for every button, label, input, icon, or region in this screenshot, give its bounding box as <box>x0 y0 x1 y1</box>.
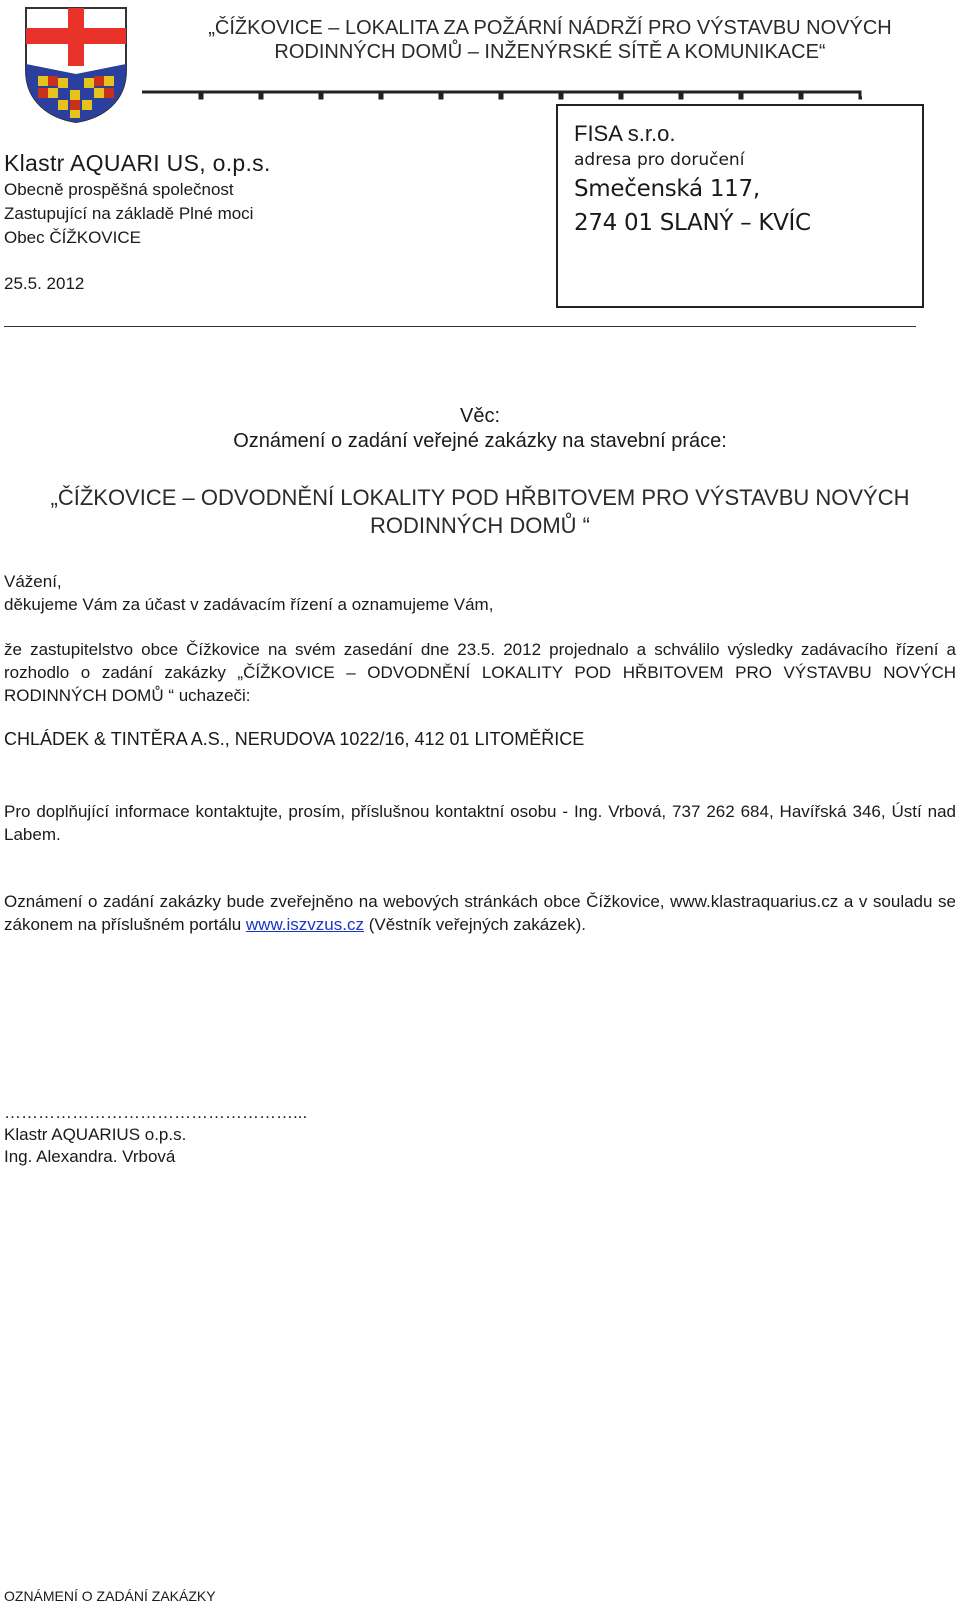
divider <box>4 326 916 327</box>
subject-project-line-1: „ČÍŽKOVICE – ODVODNĚNÍ LOKALITY POD HŘBITOVEM PRO VÝSTAVBU NOVÝCH <box>50 485 910 510</box>
project-title-line-1: „ČÍŽKOVICE – LOKALITA ZA POŽÁRNÍ NÁDRŽÍ PRO VÝSTAVBU NOVÝCH <box>208 17 892 39</box>
sender-line-1: Obecně prospěšná společnost <box>4 180 234 199</box>
signature-dots: ……………………………………………... <box>4 1103 308 1122</box>
project-title <box>200 16 900 64</box>
subject-project-line-2: RODINNÝCH DOMŮ “ <box>370 513 590 538</box>
municipal-coat-of-arms <box>24 6 128 124</box>
recipient-city: 274 01 SLANÝ – KVÍC <box>574 210 811 236</box>
publication-text-start: Oznámení o zadání zakázky bude zveřejněno na webových stránkách obce Čížkovice, www.klastraquarius.cz a v souladu se zákonem na příslušném portálu <box>4 892 956 934</box>
sender-block <box>4 148 271 250</box>
recipient-street: Smečenská 117, <box>574 176 760 202</box>
thanks-line: děkujeme Vám za účast v zadávacím řízení a oznamujeme Vám, <box>4 595 494 614</box>
sender-line-3: Obec ČÍŽKOVICE <box>4 228 141 247</box>
winning-bidder: CHLÁDEK & TINTĚRA A.S., NERUDOVA 1022/16, 412 01 LITOMĚŘICE <box>4 729 585 749</box>
contact-paragraph: Pro doplňující informace kontaktujte, prosím, příslušnou kontaktní osobu - Ing. Vrbová, 737 262 684, Havířská 346, Ústí nad Labem. <box>4 802 956 844</box>
subject <box>0 404 960 454</box>
sender-organization: Klastr AQUARI US, o.p.s. <box>4 150 271 176</box>
decision-paragraph: že zastupitelstvo obce Čížkovice na svém zasedání dne 23.5. 2012 projednalo a schválilo výsledky zadávacího řízení a rozhodlo o zadání zakázky „ČÍŽKOVICE – ODVODNĚNÍ LOKALITY POD HŘBITOVEM PRO VÝSTAVBU NOVÝCH RODINNÝCH DOMŮ “ uchazeči: <box>4 640 956 705</box>
letter-date: 25.5. 2012 <box>4 274 85 293</box>
greeting: Vážení, <box>4 572 62 591</box>
iszvzus-link[interactable]: www.iszvzus.cz <box>245 915 364 934</box>
signature-organization: Klastr AQUARIUS o.p.s. <box>4 1125 187 1144</box>
publication-paragraph <box>4 890 956 936</box>
recipient-address-box <box>556 104 924 308</box>
page-footer: OZNÁMENÍ O ZADÁNÍ ZAKÁZKY <box>4 1588 216 1604</box>
subject-project <box>0 484 960 540</box>
sender-line-2: Zastupující na základě Plné moci <box>4 204 254 223</box>
project-title-line-2: RODINNÝCH DOMŮ – INŽENÝRSKÉ SÍTĚ A KOMUNIKACE“ <box>274 41 826 63</box>
recipient-label: adresa pro doručení <box>574 150 745 170</box>
signature-block <box>4 1102 956 1168</box>
decorative-step-line <box>140 86 880 102</box>
subject-label: Věc: <box>459 405 501 427</box>
subject-title: Oznámení o zadání veřejné zakázky na stavební práce: <box>233 430 727 452</box>
signature-name: Ing. Alexandra. Vrbová <box>4 1147 176 1166</box>
recipient-name: FISA s.r.o. <box>574 121 676 146</box>
publication-text-end: (Věstník veřejných zakázek). <box>363 915 587 934</box>
